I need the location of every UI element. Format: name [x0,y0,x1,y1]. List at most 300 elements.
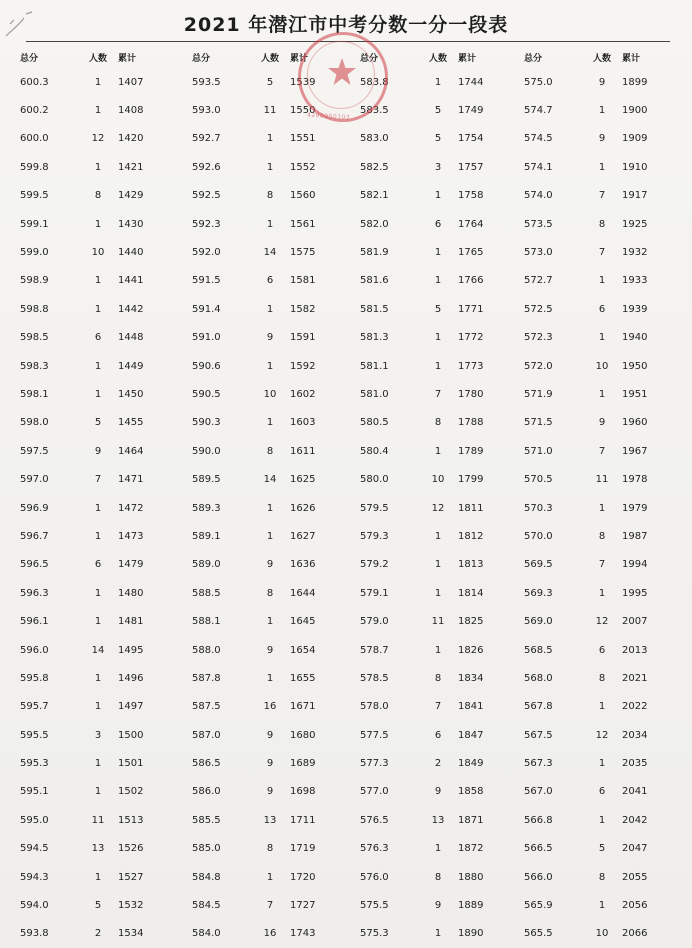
cumulative-cell: 1940 [622,332,648,344]
score-cell: 566.8 [524,814,553,826]
table-row [20,182,192,210]
table-row [524,494,682,522]
table-row [192,437,360,465]
cumulative-cell: 1449 [118,360,144,372]
table-row [192,182,360,210]
cumulative-cell: 1450 [118,388,144,400]
score-cell: 570.3 [524,502,553,514]
score-cell: 576.5 [360,814,389,826]
count-cell: 8 [598,871,606,883]
count-cell: 1 [94,530,102,542]
cumulative-cell: 1526 [118,843,144,855]
cumulative-cell: 1644 [290,587,316,599]
table-row [360,182,524,210]
table-row [20,778,192,806]
count-cell: 14 [263,474,277,486]
table-row [360,409,524,437]
cumulative-cell: 1773 [458,360,484,372]
cumulative-cell: 1811 [458,502,484,514]
count-cell: 9 [266,758,274,770]
count-cell: 1 [94,275,102,287]
cumulative-cell: 1464 [118,445,144,457]
table-row [524,693,682,721]
count-cell: 1 [434,360,442,372]
cumulative-cell: 1925 [622,218,648,230]
count-cell: 7 [598,247,606,259]
score-table [20,46,682,948]
table-row [360,664,524,692]
table-row [192,494,360,522]
score-cell: 597.5 [20,445,49,457]
cumulative-cell: 1951 [622,388,648,400]
cumulative-cell: 1602 [290,388,316,400]
cumulative-cell: 1917 [622,190,648,202]
cumulative-cell: 1440 [118,247,144,259]
count-cell: 12 [91,133,105,145]
cumulative-cell: 1407 [118,76,144,88]
column-header-row [20,46,192,68]
table-row [192,835,360,863]
table-row [20,749,192,777]
count-cell: 9 [434,900,442,912]
score-cell: 576.3 [360,843,389,855]
score-cell: 589.1 [192,530,221,542]
table-row [192,409,360,437]
table-row [360,324,524,352]
cumulative-cell: 2041 [622,786,648,798]
table-row [20,68,192,96]
table-block-2 [192,46,360,948]
count-cell: 14 [91,644,105,656]
cumulative-cell: 2013 [622,644,648,656]
count-cell: 1 [598,105,606,117]
cumulative-cell: 1720 [290,871,316,883]
score-cell: 590.3 [192,417,221,429]
count-cell: 1 [434,76,442,88]
column-header-row [192,46,360,68]
count-cell: 10 [595,928,609,940]
table-row [192,522,360,550]
table-row [524,920,682,948]
header-cumulative: 累计 [118,53,137,64]
score-cell: 581.6 [360,275,389,287]
cumulative-cell: 1680 [290,729,316,741]
score-cell: 571.5 [524,417,553,429]
score-cell: 565.5 [524,928,553,940]
score-cell: 579.1 [360,587,389,599]
table-row [192,380,360,408]
table-rows [20,68,192,948]
cumulative-cell: 1771 [458,303,484,315]
cumulative-cell: 1933 [622,275,648,287]
count-cell: 1 [266,530,274,542]
count-cell: 1 [94,502,102,514]
cumulative-cell: 2056 [622,900,648,912]
table-block-1 [20,46,192,948]
score-cell: 572.0 [524,360,553,372]
score-cell: 573.0 [524,247,553,259]
table-row [192,721,360,749]
cumulative-cell: 1561 [290,218,316,230]
table-row [192,749,360,777]
count-cell: 9 [598,76,606,88]
table-row [20,153,192,181]
cumulative-cell: 1994 [622,559,648,571]
score-cell: 582.5 [360,161,389,173]
count-cell: 9 [434,786,442,798]
cumulative-cell: 1420 [118,133,144,145]
count-cell: 8 [598,530,606,542]
count-cell: 8 [266,190,274,202]
table-row [20,96,192,124]
table-row [192,352,360,380]
table-row [192,863,360,891]
table-row [192,579,360,607]
cumulative-cell: 1513 [118,814,144,826]
count-cell: 1 [598,502,606,514]
table-row [524,210,682,238]
cumulative-cell: 1455 [118,417,144,429]
cumulative-cell: 1473 [118,530,144,542]
cumulative-cell: 1772 [458,332,484,344]
table-row [192,664,360,692]
cumulative-cell: 1789 [458,445,484,457]
score-cell: 571.0 [524,445,553,457]
score-cell: 584.5 [192,900,221,912]
count-cell: 8 [598,672,606,684]
table-row [192,267,360,295]
score-cell: 577.3 [360,758,389,770]
cumulative-cell: 1626 [290,502,316,514]
cumulative-cell: 1987 [622,530,648,542]
table-row [20,636,192,664]
cumulative-cell: 2022 [622,701,648,713]
score-cell: 585.0 [192,843,221,855]
cumulative-cell: 1995 [622,587,648,599]
score-cell: 578.5 [360,672,389,684]
count-cell: 10 [431,474,445,486]
score-cell: 592.7 [192,133,221,145]
score-cell: 597.0 [20,474,49,486]
table-row [20,210,192,238]
score-cell: 600.3 [20,76,49,88]
count-cell: 1 [266,417,274,429]
count-cell: 10 [91,247,105,259]
score-cell: 593.8 [20,928,49,940]
score-cell: 574.5 [524,133,553,145]
count-cell: 1 [94,105,102,117]
count-cell: 6 [434,729,442,741]
count-cell: 8 [434,672,442,684]
score-cell: 568.5 [524,644,553,656]
score-cell: 590.6 [192,360,221,372]
score-cell: 567.5 [524,729,553,741]
table-row [524,579,682,607]
table-row [360,465,524,493]
cumulative-cell: 1502 [118,786,144,798]
cumulative-cell: 1627 [290,530,316,542]
count-cell: 8 [266,445,274,457]
score-cell: 600.2 [20,105,49,117]
cumulative-cell: 1841 [458,701,484,713]
cumulative-cell: 1481 [118,616,144,628]
table-row [360,863,524,891]
cumulative-cell: 1552 [290,161,316,173]
score-cell: 579.0 [360,616,389,628]
table-row [20,494,192,522]
score-cell: 583.5 [360,105,389,117]
count-cell: 1 [598,900,606,912]
header-count: 人数 [88,53,107,64]
count-cell: 1 [266,360,274,372]
cumulative-cell: 1979 [622,502,648,514]
table-row [524,125,682,153]
cumulative-cell: 1429 [118,190,144,202]
count-cell: 7 [434,388,442,400]
table-row [192,210,360,238]
cumulative-cell: 1788 [458,417,484,429]
cumulative-cell: 1550 [290,105,316,117]
table-row [360,238,524,266]
count-cell: 1 [94,701,102,713]
table-row [524,324,682,352]
table-row [524,721,682,749]
count-cell: 5 [598,843,606,855]
table-row [360,806,524,834]
score-cell: 577.0 [360,786,389,798]
score-cell: 595.0 [20,814,49,826]
table-row [20,465,192,493]
count-cell: 1 [434,332,442,344]
cumulative-cell: 2021 [622,672,648,684]
count-cell: 9 [266,786,274,798]
score-cell: 598.8 [20,303,49,315]
score-cell: 579.5 [360,502,389,514]
score-cell: 594.0 [20,900,49,912]
count-cell: 1 [434,247,442,259]
count-cell: 7 [434,701,442,713]
score-cell: 589.3 [192,502,221,514]
score-cell: 588.1 [192,616,221,628]
count-cell: 9 [598,133,606,145]
header-count: 人数 [428,53,447,64]
count-cell: 6 [94,332,102,344]
count-cell: 2 [434,758,442,770]
header-score: 总分 [192,53,211,64]
count-cell: 1 [94,360,102,372]
score-cell: 574.7 [524,105,553,117]
count-cell: 1 [94,218,102,230]
count-cell: 7 [598,190,606,202]
cumulative-cell: 2035 [622,758,648,770]
score-cell: 590.5 [192,388,221,400]
cumulative-cell: 1757 [458,161,484,173]
score-cell: 592.0 [192,247,221,259]
table-row [192,125,360,153]
cumulative-cell: 1744 [458,76,484,88]
cumulative-cell: 1711 [290,814,316,826]
table-row [192,153,360,181]
table-row [20,607,192,635]
score-cell: 569.5 [524,559,553,571]
score-cell: 587.8 [192,672,221,684]
table-rows [192,68,360,948]
score-cell: 571.9 [524,388,553,400]
score-cell: 578.7 [360,644,389,656]
table-row [360,380,524,408]
header-score: 总分 [360,53,379,64]
count-cell: 14 [263,247,277,259]
count-cell: 3 [434,161,442,173]
cumulative-cell: 1764 [458,218,484,230]
score-cell: 580.5 [360,417,389,429]
count-cell: 1 [94,388,102,400]
table-row [360,352,524,380]
table-row [524,607,682,635]
table-row [360,153,524,181]
count-cell: 5 [266,76,274,88]
table-block-4 [524,46,682,948]
score-cell: 586.5 [192,758,221,770]
cumulative-cell: 1749 [458,105,484,117]
count-cell: 2 [94,928,102,940]
cumulative-cell: 1501 [118,758,144,770]
table-row [192,636,360,664]
cumulative-cell: 1900 [622,105,648,117]
table-row [524,409,682,437]
count-cell: 1 [94,616,102,628]
count-cell: 1 [94,303,102,315]
count-cell: 11 [431,616,445,628]
table-row [524,96,682,124]
cumulative-cell: 1448 [118,332,144,344]
header-score: 总分 [20,53,39,64]
score-cell: 579.2 [360,559,389,571]
cumulative-cell: 1967 [622,445,648,457]
score-cell: 592.6 [192,161,221,173]
cumulative-cell: 1889 [458,900,484,912]
cumulative-cell: 1880 [458,871,484,883]
count-cell: 7 [266,900,274,912]
count-cell: 1 [94,161,102,173]
count-cell: 9 [266,644,274,656]
score-cell: 588.5 [192,587,221,599]
count-cell: 8 [94,190,102,202]
score-cell: 593.5 [192,76,221,88]
count-cell: 1 [266,218,274,230]
cumulative-cell: 1645 [290,616,316,628]
cumulative-cell: 1849 [458,758,484,770]
score-cell: 581.1 [360,360,389,372]
score-cell: 572.7 [524,275,553,287]
table-row [20,920,192,948]
table-row [360,607,524,635]
cumulative-cell: 1625 [290,474,316,486]
column-header-row [360,46,524,68]
title-rule [26,41,670,42]
count-cell: 6 [598,303,606,315]
column-header-row [524,46,682,68]
score-cell: 570.0 [524,530,553,542]
cumulative-cell: 1497 [118,701,144,713]
cumulative-cell: 1611 [290,445,316,457]
count-cell: 1 [434,843,442,855]
table-rows [524,68,682,948]
cumulative-cell: 1539 [290,76,316,88]
count-cell: 11 [263,105,277,117]
score-cell: 574.1 [524,161,553,173]
cumulative-cell: 1814 [458,587,484,599]
table-block-3 [360,46,524,948]
cumulative-cell: 1858 [458,786,484,798]
table-row [360,125,524,153]
cumulative-cell: 1636 [290,559,316,571]
count-cell: 1 [94,758,102,770]
table-row [524,153,682,181]
table-row [524,551,682,579]
count-cell: 16 [263,701,277,713]
count-cell: 1 [266,133,274,145]
score-cell: 593.0 [192,105,221,117]
cumulative-cell: 1591 [290,332,316,344]
table-row [360,693,524,721]
score-cell: 570.5 [524,474,553,486]
score-cell: 588.0 [192,644,221,656]
score-cell: 589.5 [192,474,221,486]
cumulative-cell: 1799 [458,474,484,486]
count-cell: 12 [431,502,445,514]
cumulative-cell: 1671 [290,701,316,713]
table-row [20,891,192,919]
table-row [524,182,682,210]
table-row [360,551,524,579]
table-row [20,125,192,153]
count-cell: 7 [94,474,102,486]
score-cell: 583.0 [360,133,389,145]
table-row [524,835,682,863]
score-cell: 567.3 [524,758,553,770]
count-cell: 5 [94,900,102,912]
score-cell: 579.3 [360,530,389,542]
count-cell: 1 [94,587,102,599]
count-cell: 13 [263,814,277,826]
table-row [360,579,524,607]
count-cell: 1 [598,332,606,344]
score-cell: 586.0 [192,786,221,798]
count-cell: 7 [598,445,606,457]
score-cell: 591.0 [192,332,221,344]
score-cell: 595.3 [20,758,49,770]
count-cell: 9 [266,729,274,741]
score-cell: 582.1 [360,190,389,202]
score-cell: 577.5 [360,729,389,741]
score-cell: 580.0 [360,474,389,486]
cumulative-cell: 2042 [622,814,648,826]
cumulative-cell: 1813 [458,559,484,571]
table-row [20,409,192,437]
count-cell: 13 [91,843,105,855]
table-row [20,437,192,465]
table-row [20,863,192,891]
count-cell: 1 [434,445,442,457]
table-row [524,749,682,777]
count-cell: 1 [434,587,442,599]
cumulative-cell: 1496 [118,672,144,684]
table-row [20,324,192,352]
cumulative-cell: 1872 [458,843,484,855]
cumulative-cell: 1847 [458,729,484,741]
score-cell: 590.0 [192,445,221,457]
